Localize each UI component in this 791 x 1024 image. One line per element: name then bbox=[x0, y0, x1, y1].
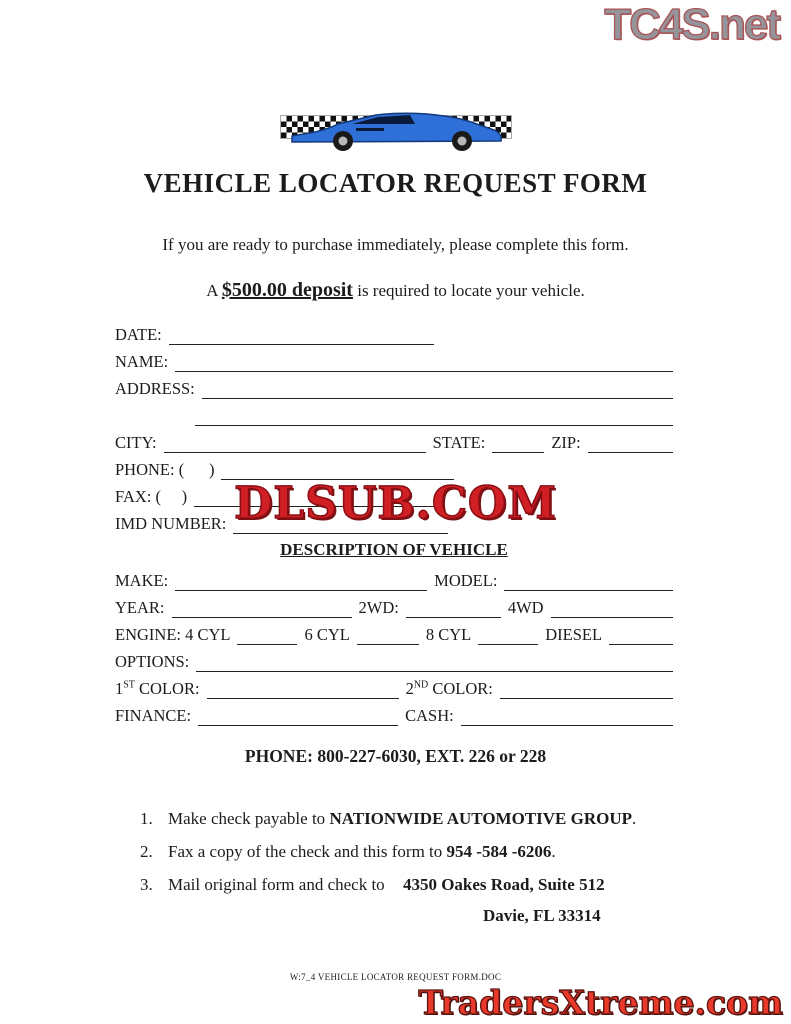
address-row bbox=[115, 372, 673, 399]
model-line bbox=[504, 569, 673, 591]
6cyl-label: 6 CYL bbox=[304, 625, 350, 644]
4wd-line bbox=[551, 596, 673, 618]
imd-label: IMD NUMBER: bbox=[115, 514, 227, 533]
instruction-item-1 bbox=[140, 809, 791, 829]
date-line bbox=[169, 323, 434, 345]
engine-4cyl-label: ENGINE: 4 CYL bbox=[115, 625, 231, 644]
state-label: STATE: bbox=[432, 433, 486, 452]
6cyl-line bbox=[357, 623, 419, 645]
cash-label: CASH: bbox=[405, 706, 454, 725]
instruction-item-2 bbox=[140, 842, 791, 862]
color1-ordinal: ST bbox=[123, 679, 135, 691]
color2-line bbox=[500, 677, 673, 699]
name-line bbox=[175, 350, 673, 372]
date-row bbox=[115, 318, 673, 345]
color2-label: 2ND COLOR: bbox=[405, 679, 493, 698]
address-line-2 bbox=[195, 404, 673, 426]
city-state-zip-row bbox=[115, 426, 673, 453]
engine-row bbox=[115, 618, 673, 645]
form-title: VEHICLE LOCATOR REQUEST FORM bbox=[143, 168, 648, 198]
sports-car-icon bbox=[286, 102, 506, 152]
phone-line bbox=[221, 458, 454, 480]
zip-line bbox=[588, 431, 673, 453]
2wd-line bbox=[406, 596, 501, 618]
diesel-line bbox=[609, 623, 673, 645]
phone-label: PHONE: ( ) bbox=[115, 460, 215, 479]
options-row bbox=[115, 645, 673, 672]
deposit-amount: $500.00 deposit bbox=[221, 279, 353, 301]
8cyl-line bbox=[478, 623, 538, 645]
dlsub-watermark: DLSUB.COM bbox=[234, 478, 557, 529]
make-model-row bbox=[115, 564, 673, 591]
document-filename: W:7_4 VEHICLE LOCATOR REQUEST FORM.DOC bbox=[289, 972, 502, 982]
name-label: NAME: bbox=[115, 352, 169, 371]
instruction-text: Make check payable to NATIONWIDE AUTOMOTIVE GROUP. bbox=[168, 809, 637, 828]
city-line bbox=[164, 431, 426, 453]
date-label: DATE: bbox=[115, 325, 162, 344]
color1-line bbox=[207, 677, 399, 699]
zip-label: ZIP: bbox=[551, 433, 581, 452]
cash-line bbox=[461, 704, 673, 726]
description-heading: DESCRIPTION OF VEHICLE bbox=[280, 540, 508, 559]
color2-ordinal: ND bbox=[413, 679, 429, 691]
finance-line bbox=[198, 704, 398, 726]
options-label: OPTIONS: bbox=[115, 652, 190, 671]
finance-label: FINANCE: bbox=[115, 706, 192, 725]
tradersxtreme-watermark: TradersXtreme.com bbox=[418, 983, 783, 1022]
contact-phone: PHONE: 800-227-6030, EXT. 226 or 228 bbox=[244, 746, 547, 766]
4cyl-line bbox=[237, 623, 297, 645]
address-label: ADDRESS: bbox=[115, 379, 195, 398]
deposit-suffix: is required to locate your vehicle. bbox=[357, 281, 585, 300]
model-label: MODEL: bbox=[434, 571, 498, 590]
instruction-item-3 bbox=[140, 875, 791, 895]
name-row bbox=[115, 345, 673, 372]
deposit-prefix: A bbox=[206, 281, 218, 300]
make-line bbox=[175, 569, 427, 591]
4wd-label: 4WD bbox=[507, 598, 544, 617]
instruction-item-3-line2: Davie, FL 33314 bbox=[483, 906, 601, 925]
year-label: YEAR: bbox=[115, 598, 165, 617]
2wd-label: 2WD: bbox=[358, 598, 399, 617]
8cyl-label: 8 CYL bbox=[425, 625, 472, 644]
city-label: CITY: bbox=[115, 433, 157, 452]
fax-label: FAX: ( ) bbox=[115, 487, 188, 506]
tc4s-watermark: TC4S.net bbox=[604, 0, 779, 49]
phone-row bbox=[115, 453, 673, 480]
diesel-label: DIESEL bbox=[545, 625, 603, 644]
instructions-list bbox=[140, 809, 791, 926]
make-label: MAKE: bbox=[115, 571, 169, 590]
options-line bbox=[196, 650, 673, 672]
year-line bbox=[172, 596, 352, 618]
colors-row bbox=[115, 672, 673, 699]
finance-cash-row bbox=[115, 699, 673, 726]
car-image bbox=[280, 102, 512, 152]
instruction-text: Fax a copy of the check and this form to 954 -584 -6206. bbox=[168, 842, 556, 861]
instruction-number: 2. bbox=[140, 842, 153, 861]
deposit-line bbox=[0, 279, 791, 302]
address-line bbox=[202, 377, 673, 399]
address-row-2 bbox=[195, 399, 673, 426]
instruction-text: Mail original form and check to 4350 Oakes Road, Suite 512 bbox=[168, 875, 605, 894]
color1-label: 1ST COLOR: bbox=[115, 679, 200, 698]
intro-text: If you are ready to purchase immediately, please complete this form. bbox=[162, 235, 629, 254]
instruction-number: 3. bbox=[140, 875, 153, 894]
instruction-number: 1. bbox=[140, 809, 153, 828]
state-line bbox=[492, 431, 544, 453]
year-drive-row bbox=[115, 591, 673, 618]
